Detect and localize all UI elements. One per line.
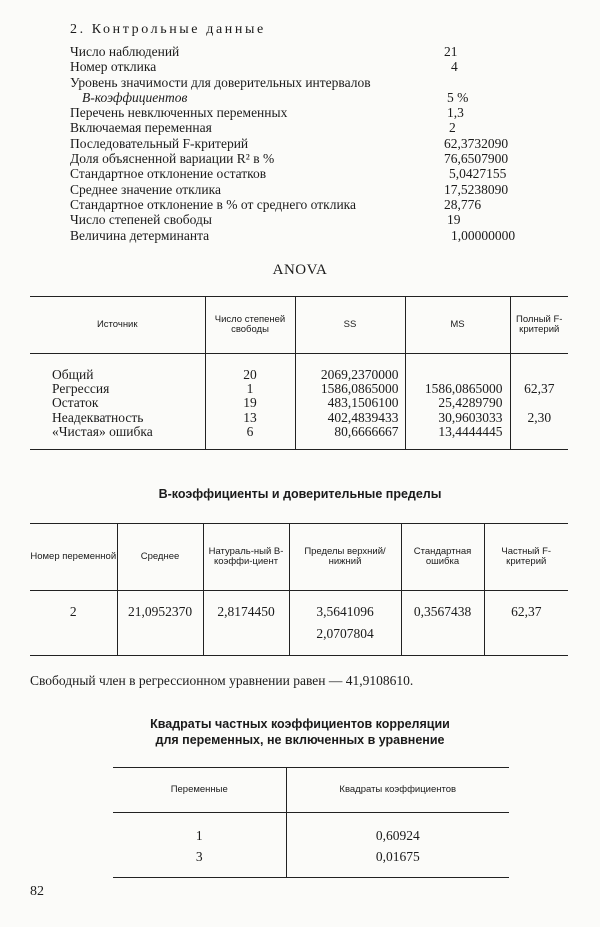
source-cell: Регрессия (52, 381, 110, 397)
summary-label: Последовательный F-критерий (70, 135, 249, 151)
col-header-partial-f: Частный F-критерий (484, 524, 568, 591)
df-cell: 19 (243, 395, 257, 411)
summary-label: Стандартное отклонение в % от среднего отклика (70, 196, 357, 212)
b-cell: 2,8174450 (203, 591, 289, 656)
summary-value: 21 (444, 44, 458, 59)
col-header-df: Число степеней свободы (205, 297, 295, 354)
b-coefficients-title: B-коэффициенты и доверительные пределы (158, 487, 442, 501)
free-term-text: Свободный член в регрессионном уравнении равен — 41,9108610. (30, 673, 414, 688)
ms-cell: 13,4444445 (438, 423, 503, 439)
f-cell (511, 425, 569, 439)
summary-row (70, 228, 540, 243)
col-header-f: Полный F-критерий (510, 297, 568, 354)
summary-label: Включаемая переменная (70, 120, 212, 136)
var-column (113, 813, 286, 878)
mean-cell: 21,0952370 (117, 591, 203, 656)
partial-corr-title-line2: для переменных, не включенных в уравнение (155, 733, 445, 747)
col-header-stderr: Стандартная ошибка (401, 524, 484, 591)
ss-cell: 1586,0865000 (320, 381, 399, 397)
source-column (30, 354, 205, 450)
summary-value: 19 (447, 212, 461, 228)
ss-column (295, 354, 405, 450)
f-column (510, 354, 568, 450)
summary-label: Номер отклика (70, 59, 157, 75)
partial-f-cell: 62,37 (484, 591, 568, 656)
limits-cell (289, 591, 401, 656)
ms-cell: 1586,0865000 (424, 381, 503, 397)
col-header-var: Номер переменной (30, 524, 117, 591)
stderr-cell: 0,3567438 (401, 591, 484, 656)
f-cell: 2,30 (527, 409, 552, 425)
anova-table (30, 296, 568, 450)
f-cell (511, 368, 569, 382)
col-header-ms: MS (405, 297, 510, 354)
summary-value: 76,6507900 (444, 151, 509, 167)
var-cell: 3 (195, 849, 203, 864)
var-cell: 1 (195, 828, 203, 843)
summary-value: 4 (451, 59, 458, 75)
summary-value: 1,3 (447, 105, 464, 121)
summary-value: 1,00000000 (451, 227, 516, 243)
summary-label: Среднее значение отклика (70, 181, 221, 197)
source-cell: «Чистая» ошибка (52, 423, 153, 439)
summary-row (70, 120, 540, 135)
upper-limit: 3,5641096 (316, 604, 374, 619)
df-cell: 20 (243, 367, 257, 382)
lower-limit: 2,0707804 (316, 626, 374, 641)
var-cell: 2 (69, 604, 77, 619)
summary-label: Число степеней свободы (70, 212, 212, 228)
col-header-b: Натураль-ный B-коэффи-циент (203, 524, 289, 591)
summary-list (70, 44, 540, 243)
source-cell: Неадекватность (52, 409, 144, 425)
source-cell: Остаток (52, 395, 99, 411)
table-row (30, 354, 568, 450)
partial-corr-title-line1: Квадраты частных коэффициентов корреляции (150, 717, 450, 731)
ms-cell: 25,4289790 (438, 395, 503, 411)
col-header-limits: Пределы верхний/нижний (289, 524, 401, 591)
summary-row (70, 151, 540, 166)
ms-cell: 30,9603033 (438, 409, 503, 425)
anova-title: ANOVA (272, 262, 328, 278)
ss-cell: 402,4839433 (327, 409, 399, 425)
table-row (30, 591, 568, 656)
df-cell: 6 (246, 423, 254, 439)
table-header-row (30, 297, 568, 354)
summary-label: Число наблюдений (70, 44, 180, 59)
summary-label: Доля объясненной вариации R² в % (70, 151, 275, 167)
summary-row (70, 166, 540, 181)
ms-cell (406, 368, 503, 382)
summary-value: 5,0427155 (449, 166, 507, 182)
summary-row (70, 212, 540, 227)
col-header-source: Источник (30, 297, 205, 354)
partial-corr-title (0, 716, 600, 748)
ms-column (405, 354, 510, 450)
summary-row (70, 44, 540, 59)
col-header-variables: Переменные (113, 768, 286, 813)
summary-row (70, 197, 540, 212)
ss-cell: 80,6666667 (334, 423, 399, 439)
ss-cell: 2069,2370000 (320, 367, 399, 382)
summary-row (70, 90, 540, 105)
summary-value: 17,5238090 (444, 181, 509, 197)
summary-row (70, 59, 540, 74)
summary-label: Уровень значимости для доверительных интервалов (70, 74, 371, 90)
df-column (205, 354, 295, 450)
col-header-mean: Среднее (117, 524, 203, 591)
page-number: 82 (30, 884, 44, 899)
b-coefficients-table (30, 523, 568, 656)
value-cell: 0,60924 (375, 828, 420, 843)
partial-corr-table (113, 767, 509, 878)
summary-value: 62,3732090 (444, 135, 509, 151)
df-cell: 1 (246, 381, 254, 397)
summary-value: 2 (449, 120, 456, 136)
summary-label: B-коэффициентов (82, 89, 188, 105)
value-column (286, 813, 509, 878)
summary-label: Величина детерминанта (70, 227, 210, 243)
table-header-row (30, 524, 568, 591)
col-header-ss: SS (295, 297, 405, 354)
f-cell: 62,37 (524, 381, 555, 397)
summary-value: 28,776 (444, 196, 482, 212)
summary-label: Перечень невключенных переменных (70, 105, 288, 121)
summary-value: 5 % (447, 89, 469, 105)
ss-cell: 483,1506100 (327, 395, 399, 411)
summary-row (70, 75, 540, 90)
df-cell: 13 (243, 409, 257, 425)
summary-row (70, 105, 540, 120)
summary-row (70, 182, 540, 197)
value-cell: 0,01675 (375, 849, 420, 864)
table-header-row (113, 768, 509, 813)
summary-label: Стандартное отклонение остатков (70, 166, 267, 182)
source-cell: Общий (52, 367, 94, 382)
f-cell (511, 396, 569, 410)
summary-row (70, 136, 540, 151)
table-row (113, 813, 509, 878)
section-title: 2. Контрольные данные (70, 22, 266, 37)
col-header-squares: Квадраты коэффициентов (286, 768, 509, 813)
